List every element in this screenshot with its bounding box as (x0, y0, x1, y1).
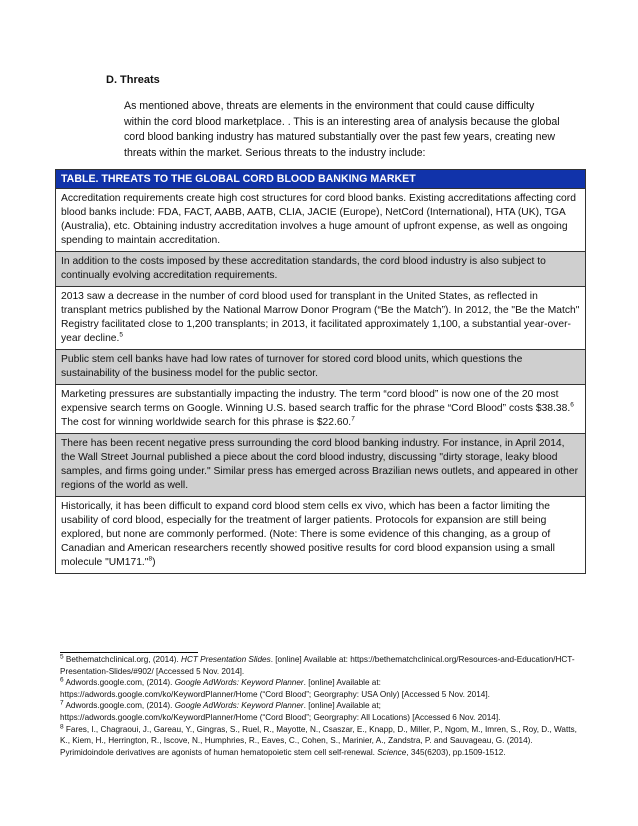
footnote-ref: 5 (119, 331, 124, 339)
footnote: $^5$ Bethematchclinical.org, (2014). HCT Presentation Slides. [online] Available at: https://bethematchclinical.org/Resources-and-Education/HCT-Presentation-Slides/#902/ [Accessed 5 Nov. 2014]. (60, 653, 575, 676)
footnote-ref: 8 (148, 555, 153, 563)
footnote: $^6$ Adwords.google.com, (2014). Google AdWords: Keyword Planner. [online] Available at: https://adwords.google.com/ko/KeywordPlanner/Home (“Cord Blood”; Georgraphy: USA Only) [Accessed 5 Nov. 2014]. (60, 676, 490, 699)
table-row: 2013 saw a decrease in the number of cord blood used for transplant in the United States, as reflected in transplant metrics published by the National Marrow Donor Program (“Be the Match”). In 2012, the "Be the Match" Registry facilitated close to 1,200 transplants; in 2013, it facilitated approximately 1,100, a substantial year-over-year decline.$^5$ (56, 287, 586, 350)
section-intro: As mentioned above, threats are elements in the environment that could cause difficulty within the cord blood marketplace. . This is an interesting area of analysis because the global cord blood banking industry has matured substantially over the past few years, creating new threats within the market. Serious threats to the industry include: (124, 100, 560, 159)
footnote: $^7$ Adwords.google.com, (2014). Google AdWords: Keyword Planner. [online] Available at; https://adwords.google.com/ko/KeywordPlanner/Home (“Cord Blood”; Georgraphy: All Locations) [Accessed 6 Nov. 2014]. (60, 699, 501, 722)
table-row: Marketing pressures are substantially impacting the industry. The term “cord blood” is now one of the 20 most expensive search terms on Google. Winning U.S. based search traffic for the phrase “Cord Blood” costs $38.38.$^6$ The cost for winning worldwide search for this phrase is $22.60.$^7$ (56, 385, 586, 434)
table-row: In addition to the costs imposed by these accreditation standards, the cord blood industry is also subject to continually evolving accreditation requirements. (56, 252, 586, 287)
footnotes (60, 654, 580, 758)
footnote-ref: 6 (570, 401, 574, 409)
footnote-divider (60, 652, 198, 653)
threats-table (55, 169, 586, 574)
table-row: Historically, it has been difficult to expand cord blood stem cells ex vivo, which has been a factor limiting the usability of cord blood, especially for the treatment of larger patients. Protocols for expansion are still being explored, but none are commonly performed. (Note: There is some evidence of this changing, as a group of Canadian and American researchers recently showed positive results for cord blood expansion using a small molecule "UM171."$^8$) (56, 497, 586, 574)
footnote-ref: 7 (351, 415, 355, 423)
table-row: Accreditation requirements create high cost structures for cord blood banks. Existing accreditations affecting cord blood banks include: FDA, FACT, AABB, AATB, CLIA, JACIE (Europe), NetCord (International), HTA (UK), TGA (Australia), etc. Obtaining industry accreditation involves a huge amount of upfront expense, as well as ongoing spending to maintain accreditation. (56, 189, 586, 252)
section-heading: D. Threats (106, 74, 160, 86)
footnote: $^8$ Fares, I., Chagraoui, J., Gareau, Y., Gingras, S., Ruel, R., Mayotte, N., Csaszar, E., Knapp, D., Miller, P., Ngom, M., Imren, S., Roy, D., Watts, K., Kiem, H., Herrington, R., Iscove, N., Humphries, R., Eaves, C., Cohen, S., Marinier, A., Zandstra, P. and Sauvageau, G. (2014). Pyrimidoindole derivatives are agonists of human hematopoietic stem cell self-renewal. Science, 345(6203), pp.1509-1512. (60, 722, 577, 757)
table-row: There has been recent negative press surrounding the cord blood banking industry. For instance, in April 2014, the Wall Street Journal published a piece about the cord blood industry, discussing "dirty storage, leaky blood samples, and firms going under." Similar press has emerged across Brazilian news outlets, and appeared in other regions of the world as well. (56, 434, 586, 497)
table-row: Public stem cell banks have had low rates of turnover for stored cord blood units, which questions the sustainability of the business model for the public sector. (56, 350, 586, 385)
table-title: TABLE. THREATS TO THE GLOBAL CORD BLOOD BANKING MARKET (56, 170, 586, 189)
